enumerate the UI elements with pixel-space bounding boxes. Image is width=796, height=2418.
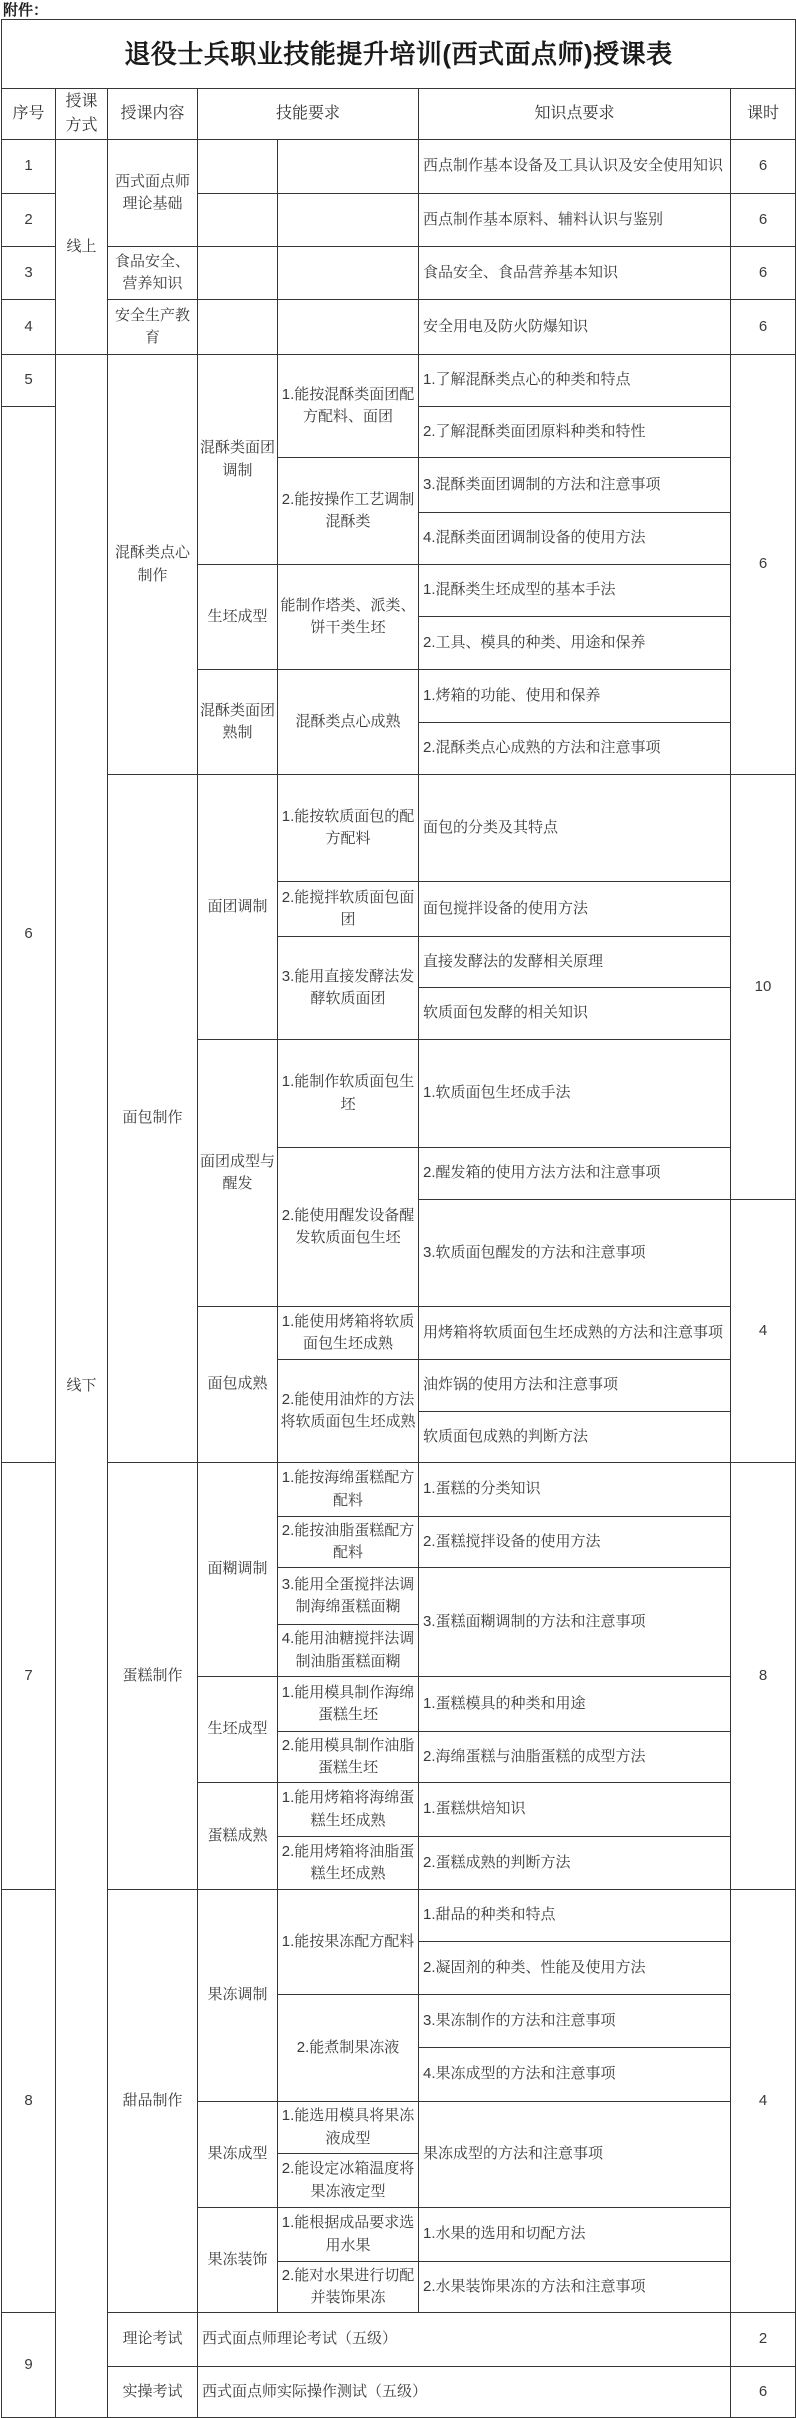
class-hours-cell: 6 bbox=[731, 355, 796, 775]
skill-item-cell: 2.能使用醒发设备醒发软质面包生坯 bbox=[278, 1148, 419, 1307]
title-row bbox=[2, 20, 796, 89]
class-hours-cell: 6 bbox=[731, 247, 796, 300]
teach-content-cell: 西式面点师理论基础 bbox=[108, 140, 198, 247]
teach-mode-cell: 线上 bbox=[56, 140, 108, 355]
skill-item-cell: 1.能根据成品要求选用水果 bbox=[278, 2208, 419, 2262]
knowledge-cell: 面包的分类及其特点 bbox=[419, 775, 731, 882]
knowledge-cell: 2.海绵蛋糕与油脂蛋糕的成型方法 bbox=[419, 1732, 731, 1783]
column-header-class-hours: 课时 bbox=[731, 89, 796, 140]
knowledge-cell: 果冻成型的方法和注意事项 bbox=[419, 2102, 731, 2208]
class-hours-cell: 6 bbox=[731, 140, 796, 194]
skill-group-cell: 果冻调制 bbox=[198, 1890, 278, 2102]
skill-item-cell: 3.能用直接发酵法发酵软质面团 bbox=[278, 937, 419, 1040]
serial-cell: 6 bbox=[2, 407, 56, 1463]
teach-content-cell: 实操考试 bbox=[108, 2367, 198, 2418]
serial-cell: 7 bbox=[2, 1463, 56, 1890]
knowledge-cell: 2.蛋糕成熟的判断方法 bbox=[419, 1837, 731, 1890]
knowledge-cell: 3.混酥类面团调制的方法和注意事项 bbox=[419, 458, 731, 513]
knowledge-cell: 2.醒发箱的使用方法方法和注意事项 bbox=[419, 1148, 731, 1200]
skill-item-cell: 1.能按海绵蛋糕配方配料 bbox=[278, 1463, 419, 1517]
serial-cell: 5 bbox=[2, 355, 56, 407]
knowledge-cell: 面包搅拌设备的使用方法 bbox=[419, 882, 731, 937]
table-row bbox=[2, 775, 796, 882]
knowledge-cell: 4.混酥类面团调制设备的使用方法 bbox=[419, 513, 731, 565]
knowledge-cell: 1.甜品的种类和特点 bbox=[419, 1890, 731, 1942]
knowledge-cell: 1.软质面包生坯成手法 bbox=[419, 1040, 731, 1148]
column-header-serial: 序号 bbox=[2, 89, 56, 140]
class-hours-cell: 6 bbox=[731, 194, 796, 247]
knowledge-cell: 软质面包成熟的判断方法 bbox=[419, 1412, 731, 1463]
knowledge-cell: 2.工具、模具的种类、用途和保养 bbox=[419, 617, 731, 670]
class-hours-cell: 10 bbox=[731, 775, 796, 1200]
teach-mode-cell: 线下 bbox=[56, 355, 108, 2418]
table-title: 退役士兵职业技能提升培训(西式面点师)授课表 bbox=[2, 20, 796, 89]
column-header-skill-requirements: 技能要求 bbox=[198, 89, 419, 140]
skill-item-cell: 1.能制作软质面包生坯 bbox=[278, 1040, 419, 1148]
teach-content-cell: 食品安全、营养知识 bbox=[108, 247, 198, 300]
class-hours-cell: 6 bbox=[731, 300, 796, 355]
skill-item-cell: 1.能使用烤箱将软质面包生坯成熟 bbox=[278, 1307, 419, 1360]
teach-content-cell: 混酥类点心制作 bbox=[108, 355, 198, 775]
knowledge-cell: 1.蛋糕模具的种类和用途 bbox=[419, 1677, 731, 1732]
knowledge-cell: 西点制作基本设备及工具认识及安全使用知识 bbox=[419, 140, 731, 194]
knowledge-cell: 4.果冻成型的方法和注意事项 bbox=[419, 2048, 731, 2102]
knowledge-cell: 2.水果装饰果冻的方法和注意事项 bbox=[419, 2262, 731, 2313]
exam-name-cell: 西式面点师实际操作测试（五级） bbox=[198, 2367, 731, 2418]
table-row bbox=[2, 355, 796, 407]
knowledge-cell: 安全用电及防火防爆知识 bbox=[419, 300, 731, 355]
skill-group-cell: 混酥类面团调制 bbox=[198, 355, 278, 565]
knowledge-cell: 2.混酥类点心成熟的方法和注意事项 bbox=[419, 723, 731, 775]
skill-item-cell: 1.能按混酥类面团配方配料、面团 bbox=[278, 355, 419, 458]
class-hours-cell: 4 bbox=[731, 1200, 796, 1463]
skill-item-cell: 2.能用模具制作油脂蛋糕生坯 bbox=[278, 1732, 419, 1783]
class-hours-cell: 6 bbox=[731, 2367, 796, 2418]
attachment-label: 附件： bbox=[3, 2, 49, 19]
skill-item-cell: 4.能用油糖搅拌法调制油脂蛋糕面糊 bbox=[278, 1625, 419, 1677]
serial-cell: 3 bbox=[2, 247, 56, 300]
skill-item-cell bbox=[278, 300, 419, 355]
skill-group-cell: 面团成型与醒发 bbox=[198, 1040, 278, 1307]
skill-group-cell: 果冻装饰 bbox=[198, 2208, 278, 2313]
table-row bbox=[2, 140, 796, 194]
skill-item-cell bbox=[278, 140, 419, 194]
skill-group-cell: 果冻成型 bbox=[198, 2102, 278, 2208]
table-row bbox=[2, 1463, 796, 1517]
skill-item-cell: 能制作塔类、派类、饼干类生坯 bbox=[278, 565, 419, 670]
table-row bbox=[2, 1890, 796, 1942]
skill-item-cell: 1.能按果冻配方配料 bbox=[278, 1890, 419, 1995]
column-header-teach-mode: 授课方式 bbox=[56, 89, 108, 140]
knowledge-cell: 食品安全、食品营养基本知识 bbox=[419, 247, 731, 300]
teach-content-cell: 面包制作 bbox=[108, 775, 198, 1463]
skill-item-cell: 2.能用烤箱将油脂蛋糕生坯成熟 bbox=[278, 1837, 419, 1890]
skill-item-cell: 2.能对水果进行切配并装饰果冻 bbox=[278, 2262, 419, 2313]
class-hours-cell: 8 bbox=[731, 1463, 796, 1890]
skill-item-cell: 2.能搅拌软质面包面团 bbox=[278, 882, 419, 937]
header-row bbox=[2, 89, 796, 140]
column-header-teach-content: 授课内容 bbox=[108, 89, 198, 140]
table-row bbox=[2, 2313, 796, 2367]
skill-item-cell: 1.能选用模具将果冻液成型 bbox=[278, 2102, 419, 2154]
skill-group-cell: 生坯成型 bbox=[198, 1677, 278, 1783]
skill-item-cell: 3.能用全蛋搅拌法调制海绵蛋糕面糊 bbox=[278, 1568, 419, 1625]
knowledge-cell: 1.烤箱的功能、使用和保养 bbox=[419, 670, 731, 723]
serial-cell: 4 bbox=[2, 300, 56, 355]
skill-item-cell: 1.能按软质面包的配方配料 bbox=[278, 775, 419, 882]
skill-item-cell: 1.能用烤箱将海绵蛋糕生坯成熟 bbox=[278, 1783, 419, 1837]
skill-group-cell: 蛋糕成熟 bbox=[198, 1783, 278, 1890]
knowledge-cell: 1.蛋糕烘焙知识 bbox=[419, 1783, 731, 1837]
skill-item-cell: 2.能按油脂蛋糕配方配料 bbox=[278, 1517, 419, 1568]
knowledge-cell: 1.水果的选用和切配方法 bbox=[419, 2208, 731, 2262]
exam-name-cell: 西式面点师理论考试（五级） bbox=[198, 2313, 731, 2367]
table-row bbox=[2, 300, 796, 355]
class-hours-cell: 4 bbox=[731, 1890, 796, 2313]
knowledge-cell: 油炸锅的使用方法和注意事项 bbox=[419, 1360, 731, 1412]
skill-group-cell: 面糊调制 bbox=[198, 1463, 278, 1677]
skill-group-cell: 面团调制 bbox=[198, 775, 278, 1040]
skill-group-cell: 生坯成型 bbox=[198, 565, 278, 670]
serial-cell: 8 bbox=[2, 1890, 56, 2313]
knowledge-cell: 1.蛋糕的分类知识 bbox=[419, 1463, 731, 1517]
skill-item-cell: 混酥类点心成熟 bbox=[278, 670, 419, 775]
teach-content-cell: 蛋糕制作 bbox=[108, 1463, 198, 1890]
table-row bbox=[2, 247, 796, 300]
skill-group-cell bbox=[198, 140, 278, 194]
serial-cell: 2 bbox=[2, 194, 56, 247]
knowledge-cell: 用烤箱将软质面包生坯成熟的方法和注意事项 bbox=[419, 1307, 731, 1360]
skill-item-cell bbox=[278, 194, 419, 247]
knowledge-cell: 直接发酵法的发酵相关原理 bbox=[419, 937, 731, 988]
serial-cell: 1 bbox=[2, 140, 56, 194]
knowledge-cell: 3.软质面包醒发的方法和注意事项 bbox=[419, 1200, 731, 1307]
knowledge-cell: 1.了解混酥类点心的种类和特点 bbox=[419, 355, 731, 407]
table-row bbox=[2, 2367, 796, 2418]
course-schedule-table bbox=[1, 19, 796, 2418]
teach-content-cell: 理论考试 bbox=[108, 2313, 198, 2367]
schedule-table-body bbox=[2, 20, 796, 2418]
serial-cell: 9 bbox=[2, 2313, 56, 2418]
knowledge-cell: 1.混酥类生坯成型的基本手法 bbox=[419, 565, 731, 617]
knowledge-cell: 2.凝固剂的种类、性能及使用方法 bbox=[419, 1942, 731, 1995]
knowledge-cell: 西点制作基本原料、辅料认识与鉴别 bbox=[419, 194, 731, 247]
knowledge-cell: 2.蛋糕搅拌设备的使用方法 bbox=[419, 1517, 731, 1568]
skill-item-cell: 2.能按操作工艺调制混酥类 bbox=[278, 458, 419, 565]
knowledge-cell: 2.了解混酥类面团原料种类和特性 bbox=[419, 407, 731, 458]
class-hours-cell: 2 bbox=[731, 2313, 796, 2367]
skill-group-cell: 混酥类面团熟制 bbox=[198, 670, 278, 775]
skill-item-cell: 2.能煮制果冻液 bbox=[278, 1995, 419, 2102]
skill-group-cell bbox=[198, 247, 278, 300]
skill-group-cell: 面包成熟 bbox=[198, 1307, 278, 1463]
knowledge-cell: 软质面包发酵的相关知识 bbox=[419, 988, 731, 1040]
skill-item-cell: 2.能使用油炸的方法将软质面包生坯成熟 bbox=[278, 1360, 419, 1463]
skill-item-cell: 2.能设定冰箱温度将果冻液定型 bbox=[278, 2154, 419, 2208]
teach-content-cell: 安全生产教育 bbox=[108, 300, 198, 355]
skill-group-cell bbox=[198, 300, 278, 355]
knowledge-cell: 3.蛋糕面糊调制的方法和注意事项 bbox=[419, 1568, 731, 1677]
teach-content-cell: 甜品制作 bbox=[108, 1890, 198, 2313]
skill-item-cell bbox=[278, 247, 419, 300]
knowledge-cell: 3.果冻制作的方法和注意事项 bbox=[419, 1995, 731, 2048]
column-header-knowledge-requirements: 知识点要求 bbox=[419, 89, 731, 140]
skill-item-cell: 1.能用模具制作海绵蛋糕生坯 bbox=[278, 1677, 419, 1732]
skill-group-cell bbox=[198, 194, 278, 247]
